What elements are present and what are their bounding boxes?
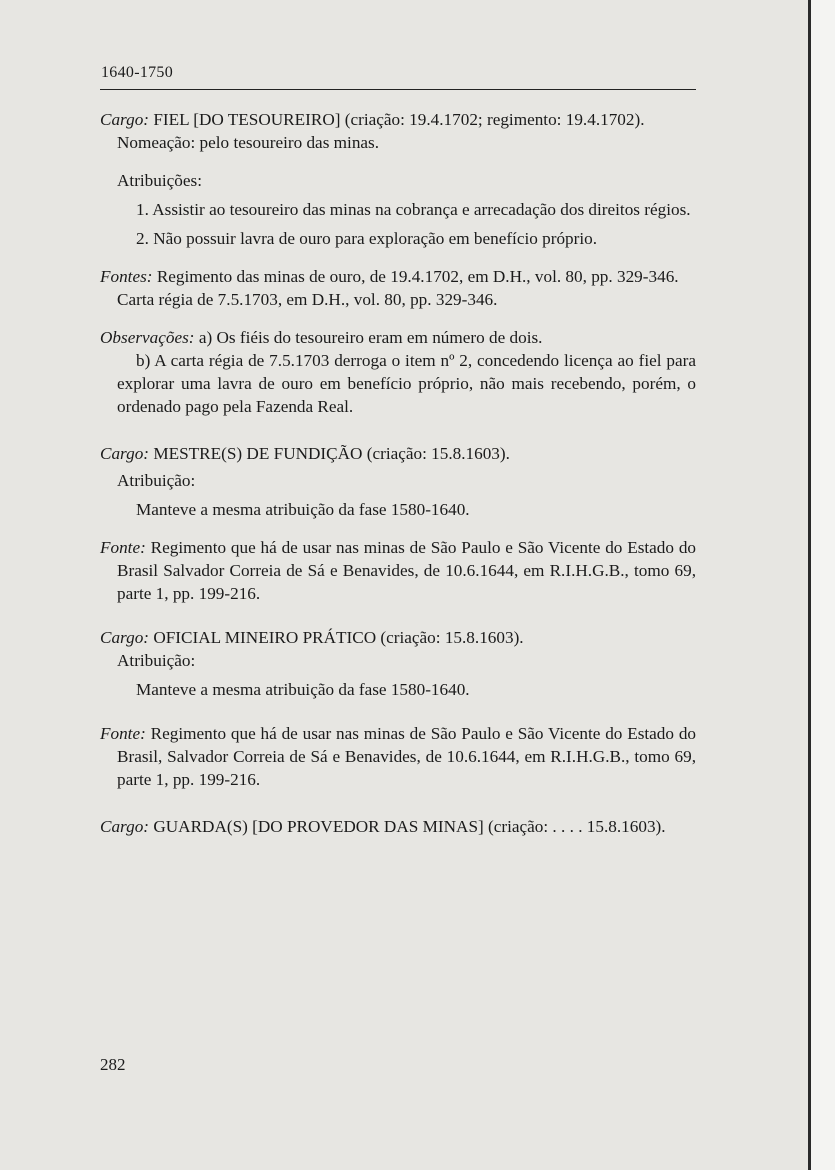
observacao-b: b) A carta régia de 7.5.1703 derroga o item nº 2, concedendo licença ao fiel para explorar uma lavra de ouro em benefício próprio, não mais recebendo, porém, o ordenado pago pela Fazenda Real. <box>117 351 696 416</box>
atribuicao-text: Manteve a mesma atribuição da fase 1580-1640. <box>136 680 470 699</box>
page-edge <box>808 0 835 1170</box>
page-body <box>100 108 696 838</box>
cargo-label: Cargo <box>100 628 144 647</box>
page-number: 282 <box>100 1055 126 1074</box>
cargo-label: Cargo <box>100 444 144 463</box>
observacao-a: a) Os fiéis do tesoureiro eram em número de dois. <box>198 328 543 347</box>
fonte-text: Regimento que há de usar nas minas de São Paulo e São Vicente do Estado do Brasil Salvador Correia de Sá e Benavides, de 10.6.1644, em R.I.H.G.B., tomo 69, parte 1, pp. 199-216. <box>117 538 697 603</box>
cargo-label: Cargo <box>100 817 144 836</box>
atribuicao-text: Manteve a mesma atribuição da fase 1580-1640. <box>136 500 470 519</box>
observacoes-line: Observações: a) Os fiéis do tesoureiro eram em número de dois. <box>100 328 543 347</box>
cargo-text: MESTRE(S) DE FUNDIÇÃO (criação: 15.8.1603). <box>153 444 510 463</box>
fontes-extra: Carta régia de 7.5.1703, em D.H., vol. 80, pp. 329-346. <box>117 290 498 309</box>
fonte-text: Regimento que há de usar nas minas de São Paulo e São Vicente do Estado do Brasil, Salvador Correia de Sá e Benavides, de 10.6.1644, em R.I.H.G.B., tomo 69, parte 1, pp. 199-216. <box>117 724 697 789</box>
atribuicao-item-2: 2. Não possuir lavra de ouro para exploração em benefício próprio. <box>136 229 598 248</box>
cargo-text: OFICIAL MINEIRO PRÁTICO (criação: 15.8.1603). <box>153 628 524 647</box>
fonte-label: Fonte <box>100 538 141 557</box>
cargo-label: Cargo <box>100 110 144 129</box>
fonte-line: Fonte: Regimento que há de usar nas minas de São Paulo e São Vicente do Estado do Brasil Salvador Correia de Sá e Benavides, de 10.6.1644, em R.I.H.G.B., tomo 69, parte 1, pp. 199-216. <box>100 538 697 603</box>
cargo-oficial-mineiro: Cargo: OFICIAL MINEIRO PRÁTICO (criação: 15.8.1603). <box>100 628 524 647</box>
fonte-line: Fonte: Regimento que há de usar nas minas de São Paulo e São Vicente do Estado do Brasil, Salvador Correia de Sá e Benavides, de 10.6.1644, em R.I.H.G.B., tomo 69, parte 1, pp. 199-216. <box>100 724 697 789</box>
fontes-label: Fontes <box>100 267 147 286</box>
cargo-text: FIEL [DO TESOUREIRO] (criação: 19.4.1702; regimento: 19.4.1702). <box>153 110 645 129</box>
fonte-label: Fonte <box>100 724 141 743</box>
fontes-text: Regimento das minas de ouro, de 19.4.1702, em D.H., vol. 80, pp. 329-346. <box>156 267 679 286</box>
running-header: 1640-1750 <box>101 64 174 81</box>
fontes-line: Fontes: Regimento das minas de ouro, de 19.4.1702, em D.H., vol. 80, pp. 329-346. <box>100 267 679 286</box>
atribuicao-label: Atribuição: <box>117 471 196 490</box>
observacoes-label: Observações <box>100 328 189 347</box>
atribuicao-label: Atribuição: <box>117 651 196 670</box>
cargo-guarda: Cargo: GUARDA(S) [DO PROVEDOR DAS MINAS] (criação: . . . . 15.8.1603). <box>100 817 666 836</box>
header-rule <box>100 89 696 90</box>
cargo-mestre-fundicao: Cargo: MESTRE(S) DE FUNDIÇÃO (criação: 15.8.1603). <box>100 444 510 463</box>
nomeacao-line: Nomeação: pelo tesoureiro das minas. <box>117 133 380 152</box>
cargo-fiel: Cargo: FIEL [DO TESOUREIRO] (criação: 19.4.1702; regimento: 19.4.1702). <box>100 110 645 129</box>
atribuicoes-label: Atribuições: <box>117 171 202 190</box>
atribuicao-item-1: 1. Assistir ao tesoureiro das minas na cobrança e arrecadação dos direitos régios. <box>136 200 691 219</box>
cargo-text: GUARDA(S) [DO PROVEDOR DAS MINAS] (criação: . . . . 15.8.1603). <box>153 817 666 836</box>
